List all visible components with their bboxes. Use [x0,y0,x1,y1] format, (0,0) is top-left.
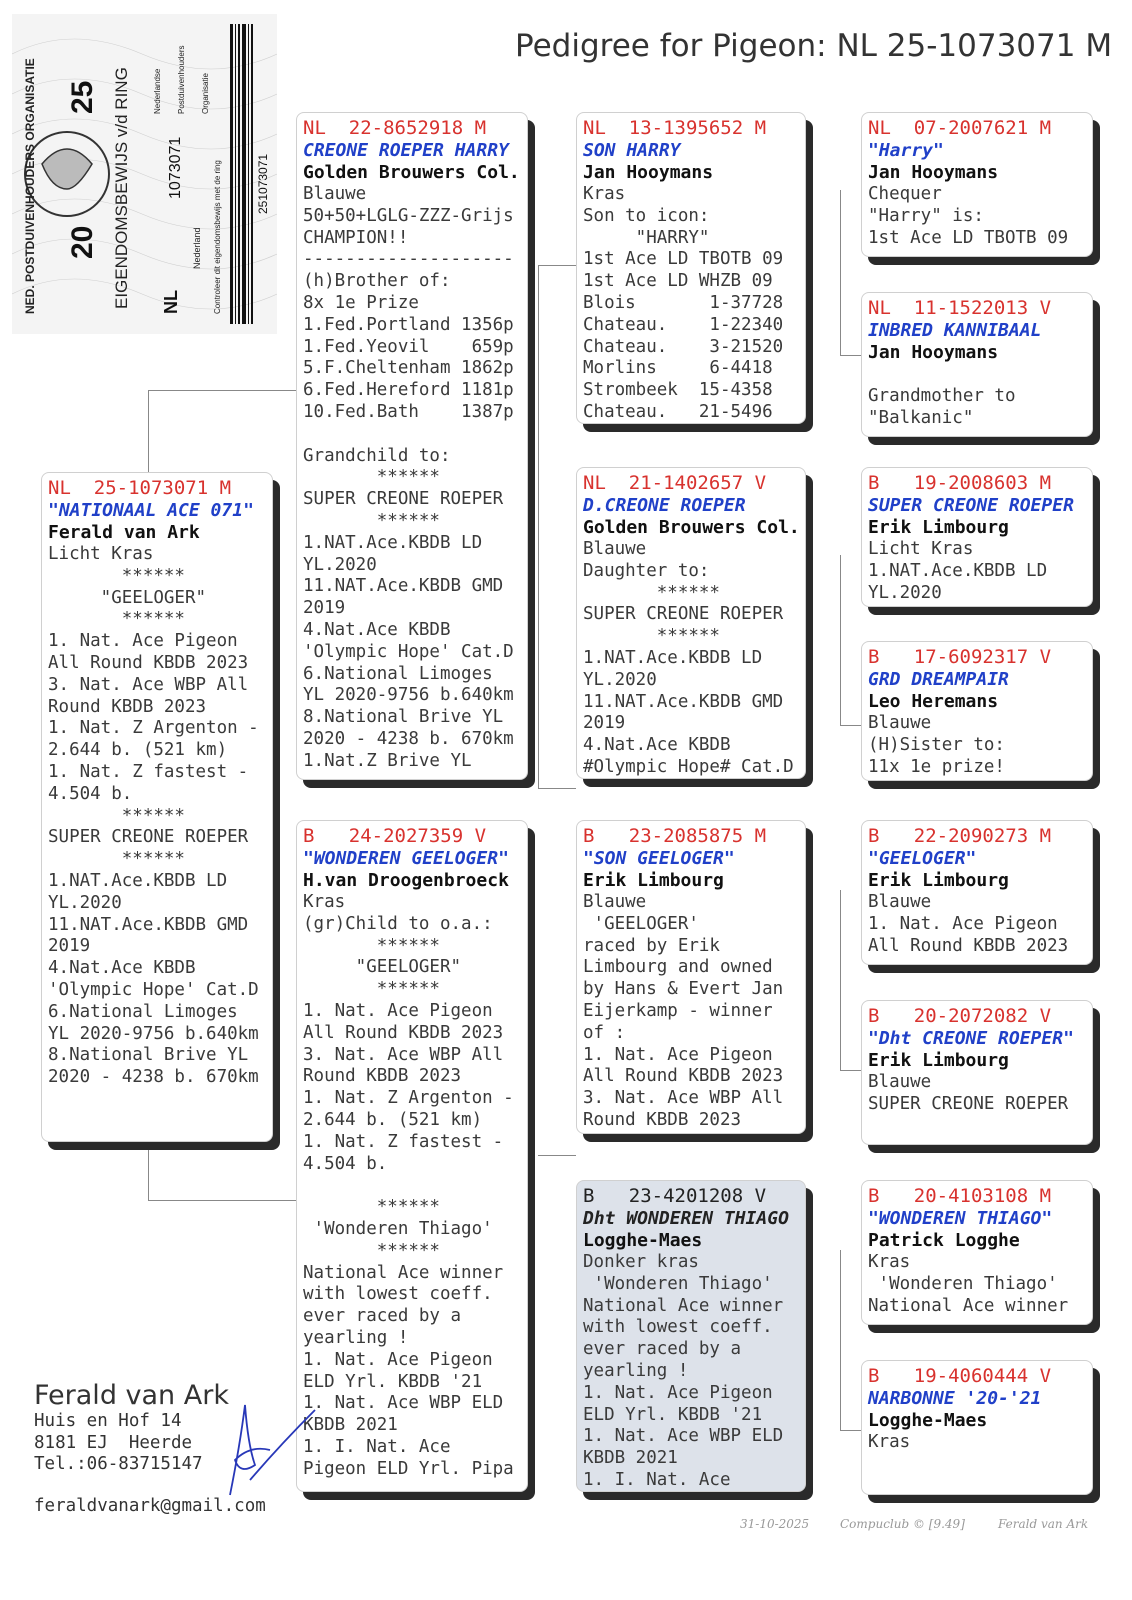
detail-line: (H)Sister to: [868,734,1005,755]
detail-line: 1. Nat. Z fastest - [48,761,249,782]
connector-line [538,788,576,789]
great-grandparent-card-ddd[interactable] [861,1360,1093,1495]
connector-line [148,1140,149,1200]
stamp-nederland: Nederland [192,227,202,269]
detail-line: 6.National Limoges [303,663,493,684]
ring-number: B 19-4060444 V [868,1365,1052,1387]
detail-line: #Olympic Hope# Cat.D [583,756,794,777]
detail-line: ****** [583,582,720,603]
detail-line: Grandchild to: [303,445,451,466]
breeder-name: Jan Hooymans [583,162,714,183]
detail-line: 1.Nat.Z Brive YL [303,750,472,771]
pigeon-name: "NATIONAAL ACE 071" [48,500,254,521]
breeder-name: Erik Limbourg [583,870,724,891]
stamp-npo-line-3: Organisatie [201,73,210,114]
detail-line: 50+50+LGLG-ZZZ-Grijs [303,205,514,226]
breeder-name: Logghe-Maes [583,1230,703,1251]
breeder-name: Jan Hooymans [868,342,999,363]
detail-line: National Ace winner [583,1295,784,1316]
connector-line [538,265,576,266]
connector-line [840,890,841,1070]
detail-line: 1.NAT.Ace.KBDB LD [868,560,1048,581]
detail-line: 1.Fed.Portland 1356p [303,314,514,335]
breeder-name: Ferald van Ark [48,522,200,543]
detail-line: 10.Fed.Bath 1387p [303,401,514,422]
detail-line: National Ace winner [868,1295,1069,1316]
detail-line: Pigeon ELD Yrl. Pipa [303,1458,514,1479]
detail-line: Round KBDB 2023 [303,1066,462,1087]
detail-line: with lowest coeff. [303,1284,493,1305]
detail-line: ****** [303,1197,440,1218]
detail-line [868,364,1086,386]
detail-line: Chateau. 21-5496 [583,401,773,422]
detail-line: 'Wonderen Thiago' [583,1273,773,1294]
detail-line: Kras [303,892,346,912]
stamp-npo-line-2: Postduivenhouders [177,45,186,114]
detail-line: ****** [48,609,185,630]
detail-line: 2.644 b. (521 km) [48,740,228,761]
detail-line: 8x 1e Prize [303,292,419,313]
stamp-npo-line-1: Nederlandse [153,68,162,114]
breeder-name: Erik Limbourg [868,870,1009,891]
detail-line: (gr)Child to o.a.: [303,913,493,934]
owner-address-line: Huis en Hof 14 [34,1411,182,1431]
detail-line: Kras [583,184,626,204]
ring-number: NL 21-1402657 V [583,472,767,494]
detail-line: Blauwe [303,184,367,204]
pigeon-details [583,184,799,424]
connector-line [538,1155,576,1156]
detail-line: ****** [303,467,440,488]
pigeon-details [303,184,521,773]
sire-card[interactable] [296,112,528,780]
connector-line [840,1250,841,1430]
ring-number: NL 07-2007621 M [868,117,1052,139]
detail-line: Blauwe [868,713,932,733]
ring-number: NL 11-1522013 V [868,297,1052,319]
pigeon-details [583,892,799,1132]
detail-line: (h)Brother of: [303,271,451,292]
detail-line: 11.NAT.Ace.KBDB GMD [583,691,784,712]
detail-line: YL.2020 [868,582,942,603]
pigeon-details [583,539,799,779]
detail-line: Son to icon: [583,205,710,226]
detail-line: 11.NAT.Ace.KBDB GMD [48,914,249,935]
detail-line: 8.National Brive YL [48,1045,249,1066]
great-grandparent-card-sds[interactable] [861,467,1093,607]
detail-line: 1. Nat. Ace Pigeon [583,1382,773,1403]
owner-phone: Tel.:06-83715147 [34,1454,203,1474]
connector-line [538,265,539,788]
detail-line: Blauwe [868,1072,932,1092]
dam-dam-card[interactable] [576,1180,806,1492]
ring-number: B 24-2027359 V [303,825,487,847]
footer-author: Ferald van Ark [998,1517,1089,1531]
detail-line: ****** [48,805,185,826]
detail-line: All Round KBDB 2023 [583,1066,784,1087]
ring-number: B 17-6092317 V [868,646,1052,668]
detail-line: Eijerkamp - winner [583,1000,773,1021]
detail-line: KBDB 2021 [303,1415,398,1436]
detail-line: YL.2020 [48,892,122,913]
detail-line: Chateau. 3-21520 [583,336,784,357]
detail-line: ****** [303,1240,440,1261]
pigeon-details [48,544,266,1089]
detail-line: 3. Nat. Ace WBP All [48,674,249,695]
pigeon-details [868,184,1086,249]
detail-line: 1. I. Nat. Ace [583,1469,731,1490]
detail-line: ****** [48,849,185,870]
detail-line: 1. Nat. Ace Pigeon [303,1000,493,1021]
pigeon-name: Dht WONDEREN THIAGO [583,1208,789,1229]
detail-line: ELD Yrl. KBDB '21 [303,1371,483,1392]
pigeon-name: SON HARRY [583,140,681,161]
detail-line: -------------------- [303,249,514,270]
detail-line: 1. Nat. Ace Pigeon [303,1349,493,1370]
detail-line: "GEELOGER" [303,957,462,978]
dam-sire-card[interactable] [576,820,806,1134]
ring-number: NL 25-1073071 M [48,477,232,499]
detail-line: SUPER CREONE ROEPER [583,604,784,625]
detail-line: ****** [48,565,185,586]
connector-line [840,555,841,725]
page-title: Pedigree for Pigeon: NL 25-1073071 M [515,28,1113,64]
great-grandparent-card-sss[interactable] [861,112,1093,257]
detail-line: YL.2020 [583,669,657,690]
pigeon-name: "WONDEREN GEELOGER" [303,848,509,869]
detail-line: SUPER CREONE ROEPER [48,827,249,848]
stamp-year-left: 20 [66,225,99,259]
detail-line: "Harry" is: [868,205,984,226]
breeder-name: Erik Limbourg [868,517,1009,538]
connector-line [148,390,149,472]
pigeon-details [303,892,521,1481]
detail-line: Strombeek 15-4358 [583,380,773,401]
detail-line: Grandmother to [868,385,1016,406]
connector-line [538,1155,539,1156]
detail-line: Licht Kras [868,539,974,559]
detail-line: 1. Nat. Ace WBP ELD [583,1426,784,1447]
sire-dam-card[interactable] [576,467,806,779]
pigeon-name: "WONDEREN THIAGO" [868,1208,1053,1229]
detail-line: of : [583,1022,626,1043]
pigeon-details [868,364,1086,429]
detail-line: Blauwe [583,539,647,559]
detail-line: 2.644 b. (521 km) [303,1109,483,1130]
detail-line: 1. I. Nat. Ace [303,1436,451,1457]
detail-line: Round KBDB 2023 [48,696,207,717]
connector-line [148,390,298,391]
great-grandparent-card-dss[interactable] [861,820,1093,965]
subject-pigeon-card[interactable] [41,472,273,1142]
detail-line: 'Olympic Hope' Cat.D [48,979,259,1000]
detail-line [303,1175,521,1197]
pigeon-name: "Harry" [868,140,944,161]
pigeon-name: "Dht CREONE ROEPER" [868,1028,1074,1049]
ring-number: NL 22-8652918 M [303,117,487,139]
breeder-name: Golden Brouwers Col. [303,162,520,183]
pigeon-details [868,1252,1086,1317]
detail-line: 2019 [583,713,626,734]
ring-number: B 23-2085875 M [583,825,767,847]
detail-line: 1. Nat. Z fastest - [303,1131,504,1152]
detail-line: Donker kras [583,1252,699,1272]
detail-line: raced by Erik [583,935,720,956]
stamp-country: NL [161,290,181,314]
footer-software: Compuclub © [9.49] [840,1517,965,1531]
detail-line: with lowest coeff. [583,1317,773,1338]
detail-line: Blauwe [868,892,932,912]
detail-line: Chateau. 1-22340 [583,314,784,335]
detail-line: All Round KBDB 2023 [868,935,1069,956]
detail-line: 1.NAT.Ace.KBDB LD [583,647,763,668]
breeder-name: Leo Heremans [868,691,999,712]
signature [210,1385,320,1505]
detail-line [303,424,521,446]
detail-line: 2019 [48,936,91,957]
pigeon-name: "SON GEELOGER" [583,848,735,869]
stamp-org-text: NED. POSTDUIVENHOUDERS ORGANISATIE [23,58,37,314]
great-grandparent-card-dds[interactable] [861,1180,1093,1325]
detail-line: Kras [868,1432,911,1452]
detail-line: 8.National Brive YL [303,707,504,728]
detail-line: 1st Ace LD TBOTB 09 [583,249,784,270]
detail-line: Chequer [868,184,942,204]
detail-line: Daughter to: [583,560,710,581]
pigeon-name: NARBONNE '20-'21 [868,1388,1042,1409]
great-grandparent-card-sdd[interactable] [861,641,1093,781]
detail-line: Limbourg and owned [583,957,773,978]
detail-line: All Round KBDB 2023 [303,1022,504,1043]
breeder-name: Erik Limbourg [868,1050,1009,1071]
stamp-small-text: Controleer dit eigendomsbewijs met de ring [213,160,222,314]
detail-line: KBDB 2021 [583,1448,678,1469]
detail-line: All Round KBDB 2023 [48,652,249,673]
ring-number: B 20-2072082 V [868,1005,1052,1027]
detail-line: 4.504 b. [48,783,133,804]
pigeon-details [868,713,1086,778]
detail-line: SUPER CREONE ROEPER [868,1093,1069,1114]
detail-line: 'Wonderen Thiago' [303,1218,493,1239]
detail-line: YL 2020-9756 b.640km [303,685,514,706]
pigeon-details [868,892,1086,957]
detail-line: 1.Fed.Yeovil 659p [303,336,514,357]
detail-line: 1. Nat. Ace Pigeon [583,1044,773,1065]
pigeon-name: "GEELOGER" [868,848,977,869]
detail-line: 1. Nat. Ace WBP ELD [303,1393,504,1414]
sire-sire-card[interactable] [576,112,806,424]
breeder-name: H.van Droogenbroeck [303,870,509,891]
detail-line: 11x 1e prize! [868,756,1005,777]
ring-number: B 20-4103108 M [868,1185,1052,1207]
pigeon-name: CREONE ROEPER HARRY [303,140,509,161]
detail-line: National Ace winner [303,1262,504,1283]
breeder-name: Patrick Logghe [868,1230,1020,1251]
pigeon-name: D.CREONE ROEPER [583,495,746,516]
pigeon-details [868,1072,1086,1116]
detail-line: 'Wonderen Thiago' [868,1273,1058,1294]
detail-line: yearling ! [303,1327,409,1348]
detail-line: Blois 1-37728 [583,292,784,313]
stamp-barcode-number: 251073071 [256,153,270,214]
detail-line: Round KBDB 2023 [583,1109,742,1130]
detail-line: ever raced by a [303,1306,462,1327]
great-grandparent-card-dsd[interactable] [861,1000,1093,1145]
detail-line: 1st Ace LD TBOTB 09 [868,227,1069,248]
detail-line: 2019 [303,598,346,619]
detail-line: 4.Nat.Ace KBDB [48,958,196,979]
detail-line: Licht Kras [48,544,154,564]
connector-line [840,190,841,355]
breeder-name: Jan Hooymans [868,162,999,183]
pigeon-name: SUPER CREONE ROEPER [868,495,1074,516]
stamp-number: 1073071 [167,136,184,199]
detail-line: 1. Nat. Ace Pigeon [48,631,238,652]
detail-line: 4.Nat.Ace KBDB [583,735,731,756]
pigeon-name: GRD DREAMPAIR [868,669,1009,690]
owner-name: Ferald van Ark [34,1380,229,1411]
pigeon-name: INBRED KANNIBAAL [868,320,1042,341]
detail-line: 'Olympic Hope' Cat.D [303,641,514,662]
detail-line: 3. Nat. Ace WBP All [303,1044,504,1065]
detail-line: YL 2020-9756 b.640km [48,1023,259,1044]
detail-line: SUPER CREONE ROEPER [303,489,504,510]
detail-line: ever raced by a [583,1339,742,1360]
dam-card[interactable] [296,820,528,1492]
detail-line: YL.2020 [303,554,377,575]
connector-line [148,1200,298,1201]
ring-number: B 19-2008603 M [868,472,1052,494]
ring-number: B 22-2090273 M [868,825,1052,847]
detail-line: Blauwe [583,892,647,912]
detail-line: 4.504 b. [303,1153,388,1174]
detail-line: 6.Fed.Hereford 1181p [303,380,514,401]
breeder-name: Logghe-Maes [868,1410,988,1431]
detail-line: "GEELOGER" [48,587,207,608]
owner-email[interactable]: feraldvanark@gmail.com [34,1495,266,1516]
detail-line: ELD Yrl. KBDB '21 [583,1404,763,1425]
detail-line: 4.Nat.Ace KBDB [303,619,451,640]
detail-line: ****** [303,935,440,956]
detail-line: ****** [583,626,720,647]
detail-line: 1. Nat. Z Argenton - [303,1088,514,1109]
detail-line: 1. Nat. Z Argenton - [48,718,259,739]
ring-certificate-stamp [12,14,277,334]
detail-line: 2020 - 4238 b. 670km [303,728,514,749]
detail-line: 1. Nat. Ace Pigeon [868,913,1058,934]
detail-line: by Hans & Evert Jan [583,979,784,1000]
detail-line: ****** [303,979,440,1000]
detail-line: Kras [868,1252,911,1272]
pigeon-details [583,1252,799,1492]
detail-line: 'GEELOGER' [583,913,699,934]
pigeon-details [868,1432,1086,1454]
detail-line: CHAMPION!! [303,227,409,248]
detail-line: 11.NAT.Ace.KBDB GMD [303,576,504,597]
stamp-year-right: 25 [66,80,99,114]
ring-number: B 23-4201208 V [583,1185,767,1207]
pigeon-details [868,539,1086,604]
detail-line: 5.F.Cheltenham 1862p [303,358,514,379]
stamp-eigendom-text: EIGENDOMSBEWIJS v/d RING [112,67,131,309]
detail-line: Morlins 6-4418 [583,358,773,379]
footer-date: 31-10-2025 [740,1517,810,1531]
great-grandparent-card-ssd[interactable] [861,292,1093,437]
detail-line: 1.NAT.Ace.KBDB LD [303,532,483,553]
detail-line: 6.National Limoges [48,1001,238,1022]
breeder-name: Golden Brouwers Col. [583,517,800,538]
detail-line: yearling ! [583,1360,689,1381]
detail-line: 1st Ace LD WHZB 09 [583,271,773,292]
ring-number: NL 13-1395652 M [583,117,767,139]
detail-line: "HARRY" [583,227,710,248]
owner-address-line: 8181 EJ Heerde [34,1432,193,1453]
detail-line: 3. Nat. Ace WBP All [583,1088,784,1109]
detail-line: 1.NAT.Ace.KBDB LD [48,870,228,891]
detail-line: "Balkanic" [868,407,974,428]
detail-line: ****** [303,510,440,531]
detail-line: 2020 - 4238 b. 670km [48,1067,259,1088]
